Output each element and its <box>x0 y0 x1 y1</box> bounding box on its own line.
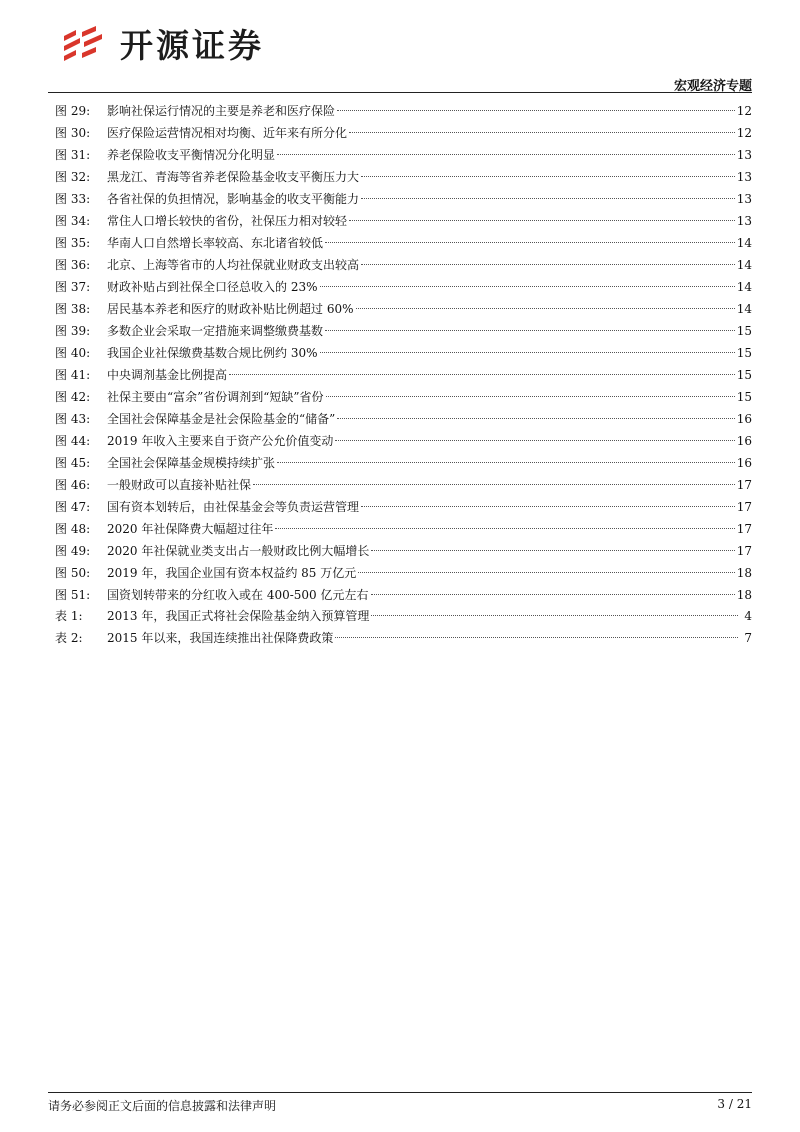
toc-title: 国有资本划转后，由社保基金会等负责运营管理 <box>107 500 360 514</box>
toc-label: 图 30: <box>55 126 91 140</box>
toc-leader-dots <box>335 637 738 638</box>
toc-figure-row[interactable] <box>55 188 752 210</box>
toc-label: 表 1: <box>55 609 83 623</box>
toc-label: 图 49: <box>55 544 91 558</box>
toc-page-number: 16 <box>736 434 752 448</box>
toc-page-number: 13 <box>736 148 752 162</box>
toc-page-number: 14 <box>736 236 752 250</box>
toc-page-number: 4 <box>744 609 752 623</box>
toc-leader-dots <box>325 242 735 243</box>
toc-leader-dots <box>337 110 735 111</box>
toc-leader-dots <box>277 154 735 155</box>
toc-title: 医疗保险运营情况相对均衡、近年来有所分化 <box>107 126 348 140</box>
toc-page-number: 15 <box>736 390 752 404</box>
toc-title: 2020 年社保降费大幅超过往年 <box>107 522 274 536</box>
toc-title: 各省社保的负担情况，影响基金的收支平衡能力 <box>107 192 360 206</box>
toc-label: 图 39: <box>55 324 91 338</box>
toc-figure-row[interactable] <box>55 100 752 122</box>
toc-page-number: 13 <box>736 192 752 206</box>
toc-leader-dots <box>361 264 735 265</box>
toc-figure-row[interactable] <box>55 320 752 342</box>
toc-figure-row[interactable] <box>55 254 752 276</box>
toc-label: 图 35: <box>55 236 91 250</box>
toc-label: 图 31: <box>55 148 91 162</box>
company-logo-icon <box>62 26 106 66</box>
toc-leader-dots <box>335 440 734 441</box>
toc-label: 表 2: <box>55 631 83 645</box>
toc-title: 一般财政可以直接补贴社保 <box>107 478 252 492</box>
toc-leader-dots <box>320 352 735 353</box>
toc-table-row[interactable] <box>55 605 752 627</box>
toc-leader-dots <box>371 594 735 595</box>
brand-logo <box>62 26 264 66</box>
toc-leader-dots <box>361 506 735 507</box>
toc-page-number: 16 <box>736 412 752 426</box>
toc-figure-row[interactable] <box>55 496 752 518</box>
toc-leader-dots <box>361 176 735 177</box>
toc-leader-dots <box>326 396 735 397</box>
toc-label: 图 34: <box>55 214 91 228</box>
toc-title: 北京、上海等省市的人均社保就业财政支出较高 <box>107 258 360 272</box>
toc-label: 图 33: <box>55 192 91 206</box>
footer-disclaimer: 请务必参阅正文后面的信息披露和法律声明 <box>48 1099 277 1113</box>
toc-label: 图 46: <box>55 478 91 492</box>
toc-label: 图 51: <box>55 588 91 602</box>
toc-title: 财政补贴占到社保全口径总收入的 23% <box>107 280 318 294</box>
toc-figure-row[interactable] <box>55 584 752 606</box>
toc-label: 图 50: <box>55 566 91 580</box>
toc-page-number: 16 <box>736 456 752 470</box>
toc-title: 2015 年以来，我国连续推出社保降费政策 <box>107 631 334 645</box>
toc-title: 全国社会保障基金规模持续扩张 <box>107 456 276 470</box>
toc-title: 全国社会保障基金是社会保险基金的“储备” <box>107 412 336 426</box>
toc-label: 图 40: <box>55 346 91 360</box>
toc-label: 图 44: <box>55 434 91 448</box>
toc-figure-row[interactable] <box>55 408 752 430</box>
toc-figure-row[interactable] <box>55 430 752 452</box>
toc-page-number: 14 <box>736 258 752 272</box>
footer-divider <box>48 1092 752 1093</box>
toc-page-number: 13 <box>736 170 752 184</box>
toc-label: 图 29: <box>55 104 91 118</box>
toc-figure-row[interactable] <box>55 540 752 562</box>
toc-label: 图 48: <box>55 522 91 536</box>
toc-page-number: 17 <box>736 522 752 536</box>
toc-figure-row[interactable] <box>55 210 752 232</box>
toc-page-number: 14 <box>736 302 752 316</box>
toc-leader-dots <box>356 308 735 309</box>
toc-title: 我国企业社保缴费基数合规比例约 30% <box>107 346 318 360</box>
toc-leader-dots <box>349 132 735 133</box>
toc-leader-dots <box>371 550 734 551</box>
toc-label: 图 41: <box>55 368 91 382</box>
toc-title: 黑龙江、青海等省养老保险基金收支平衡压力大 <box>107 170 360 184</box>
toc-title: 2020 年社保就业类支出占一般财政比例大幅增长 <box>107 544 370 558</box>
toc-label: 图 42: <box>55 390 91 404</box>
report-type: 宏观经济专题 <box>673 79 752 94</box>
header-divider <box>48 92 752 93</box>
toc-title: 影响社保运行情况的主要是养老和医疗保险 <box>107 104 336 118</box>
toc-page-number: 13 <box>736 214 752 228</box>
toc-page-number: 7 <box>744 631 752 645</box>
toc-leader-dots <box>253 484 735 485</box>
toc-figure-row[interactable] <box>55 386 752 408</box>
toc-title: 2019 年收入主要来自于资产公允价值变动 <box>107 434 334 448</box>
toc-title: 中央调剂基金比例提高 <box>107 368 228 382</box>
toc-label: 图 45: <box>55 456 91 470</box>
toc-title: 国资划转带来的分红收入或在 400-500 亿元左右 <box>107 588 369 602</box>
toc-leader-dots <box>277 462 735 463</box>
toc-page-number: 17 <box>736 500 752 514</box>
toc-label: 图 37: <box>55 280 91 294</box>
toc-leader-dots <box>371 615 738 616</box>
toc-page-number: 17 <box>736 544 752 558</box>
toc-leader-dots <box>337 418 734 419</box>
toc-page-number: 15 <box>736 346 752 360</box>
toc-leader-dots <box>349 220 735 221</box>
toc-label: 图 43: <box>55 412 91 426</box>
toc-figure-row[interactable] <box>55 364 752 386</box>
toc-leader-dots <box>229 374 735 375</box>
table-list <box>55 605 752 649</box>
toc-page-number: 15 <box>736 324 752 338</box>
toc-figure-row[interactable] <box>55 276 752 298</box>
toc-title: 2019 年，我国企业国有资本权益约 85 万亿元 <box>107 566 357 580</box>
toc-table-row[interactable] <box>55 627 752 649</box>
toc-title: 华南人口自然增长率较高、东北诸省较低 <box>107 236 324 250</box>
toc-figure-row[interactable] <box>55 562 752 584</box>
toc-title: 居民基本养老和医疗的财政补贴比例超过 60% <box>107 302 354 316</box>
toc-leader-dots <box>325 330 735 331</box>
toc-leader-dots <box>361 198 735 199</box>
toc-page-number: 18 <box>736 588 752 602</box>
toc-page-number: 17 <box>736 478 752 492</box>
toc-page-number: 18 <box>736 566 752 580</box>
toc-label: 图 38: <box>55 302 91 316</box>
toc-figure-row[interactable] <box>55 144 752 166</box>
toc-figure-row[interactable] <box>55 166 752 188</box>
figure-list <box>55 100 752 606</box>
toc-figure-row[interactable] <box>55 452 752 474</box>
toc-figure-row[interactable] <box>55 518 752 540</box>
toc-figure-row[interactable] <box>55 342 752 364</box>
toc-figure-row[interactable] <box>55 474 752 496</box>
logo-text: 开源证券 <box>120 26 264 65</box>
toc-figure-row[interactable] <box>55 232 752 254</box>
toc-title: 社保主要由“富余”省份调剂到“短缺”省份 <box>107 390 324 404</box>
toc-page-number: 14 <box>736 280 752 294</box>
toc-title: 多数企业会采取一定措施来调整缴费基数 <box>107 324 324 338</box>
toc-title: 常住人口增长较快的省份，社保压力相对较轻 <box>107 214 348 228</box>
toc-leader-dots <box>320 286 735 287</box>
page-number: 3 / 21 <box>717 1097 752 1111</box>
toc-leader-dots <box>358 572 734 573</box>
toc-leader-dots <box>275 528 734 529</box>
toc-title: 养老保险收支平衡情况分化明显 <box>107 148 276 162</box>
toc-label: 图 36: <box>55 258 91 272</box>
toc-page-number: 12 <box>736 126 752 140</box>
toc-label: 图 32: <box>55 170 91 184</box>
toc-title: 2013 年，我国正式将社会保险基金纳入预算管理 <box>107 609 370 623</box>
toc-figure-row[interactable] <box>55 122 752 144</box>
toc-page-number: 15 <box>736 368 752 382</box>
toc-figure-row[interactable] <box>55 298 752 320</box>
toc-label: 图 47: <box>55 500 91 514</box>
toc-page-number: 12 <box>736 104 752 118</box>
